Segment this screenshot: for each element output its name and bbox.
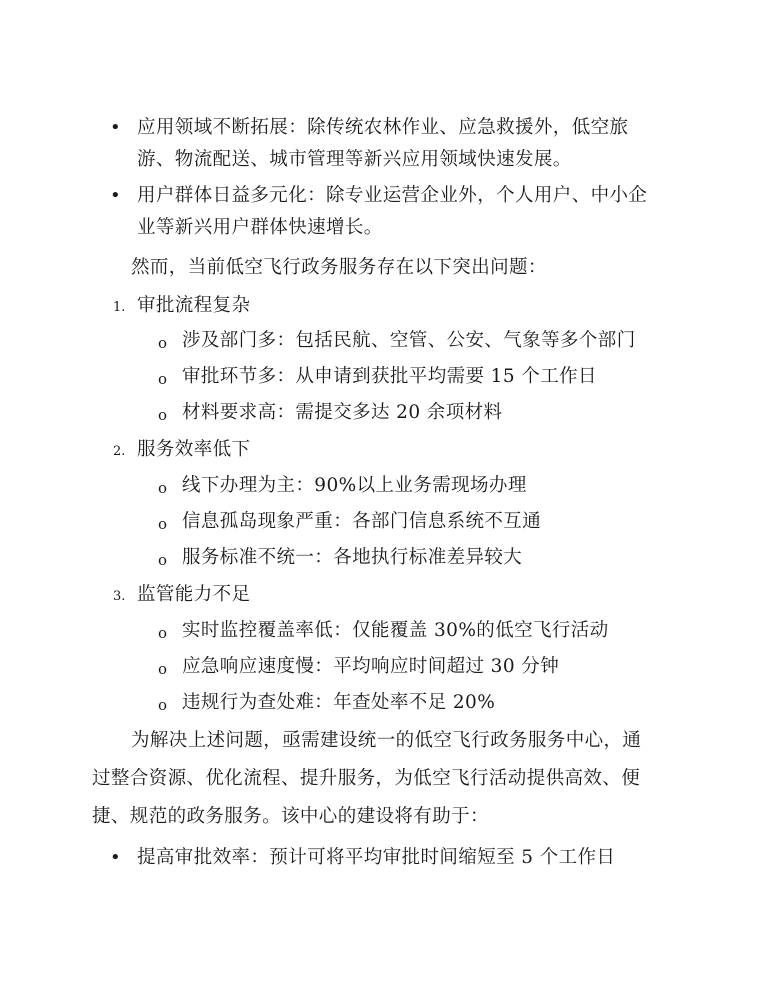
sub-bullet-marker: o — [158, 696, 168, 714]
sub-item-text: 服务标准不统一：各地执行标准差异较大 — [182, 547, 523, 568]
sub-item-text: 涉及部门多：包括民航、空管、公安、气象等多个部门 — [182, 330, 636, 351]
paragraph-line: 捷、规范的政务服务。该中心的建设将有助于： — [92, 806, 489, 827]
bullet-marker: • — [110, 847, 121, 868]
sub-bullet-marker: o — [158, 515, 168, 533]
sub-item-text: 应急响应速度慢：平均响应时间超过 30 分钟 — [182, 656, 560, 677]
list-number: 1. — [113, 300, 126, 315]
bullet-text-line: 应用领域不断拓展：除传统农林作业、应急救援外，低空旅 — [137, 117, 629, 138]
issue-title: 审批流程复杂 — [137, 295, 251, 316]
paragraph-line: 为解决上述问题，亟需建设统一的低空飞行政务服务中心，通 — [131, 730, 642, 751]
bullet-marker: • — [110, 185, 121, 206]
sub-bullet-marker: o — [158, 406, 168, 424]
intro-text: 然而，当前低空飞行政务服务存在以下突出问题： — [131, 257, 547, 278]
sub-bullet-marker: o — [158, 334, 168, 352]
bullet-text-line: 业等新兴用户群体快速增长。 — [137, 217, 383, 238]
bullet-marker: • — [110, 117, 121, 138]
sub-bullet-marker: o — [158, 660, 168, 678]
bullet-text-line: 用户群体日益多元化：除专业运营企业外，个人用户、中小企 — [137, 185, 648, 206]
sub-bullet-marker: o — [158, 479, 168, 497]
sub-item-text: 线下办理为主：90%以上业务需现场办理 — [182, 475, 527, 496]
list-number: 3. — [113, 589, 126, 604]
sub-bullet-marker: o — [158, 624, 168, 642]
bullet-text-line: 提高审批效率：预计可将平均审批时间缩短至 5 个工作日 — [137, 847, 616, 868]
sub-item-text: 实时监控覆盖率低：仅能覆盖 30%的低空飞行活动 — [182, 620, 609, 641]
paragraph-line: 过整合资源、优化流程、提升服务，为低空飞行活动提供高效、便 — [92, 768, 641, 789]
sub-item-text: 审批环节多：从申请到获批平均需要 15 个工作日 — [182, 366, 597, 387]
bullet-text-line: 游、物流配送、城市管理等新兴应用领域快速发展。 — [137, 149, 572, 170]
list-number: 2. — [113, 444, 126, 459]
sub-item-text: 违规行为查处难：年查处率不足 20% — [182, 692, 496, 713]
sub-item-text: 信息孤岛现象严重：各部门信息系统不互通 — [182, 511, 542, 532]
issue-title: 服务效率低下 — [137, 439, 251, 460]
sub-bullet-marker: o — [158, 370, 168, 388]
sub-bullet-marker: o — [158, 551, 168, 569]
issue-title: 监管能力不足 — [137, 584, 251, 605]
sub-item-text: 材料要求高：需提交多达 20 余项材料 — [182, 402, 503, 423]
